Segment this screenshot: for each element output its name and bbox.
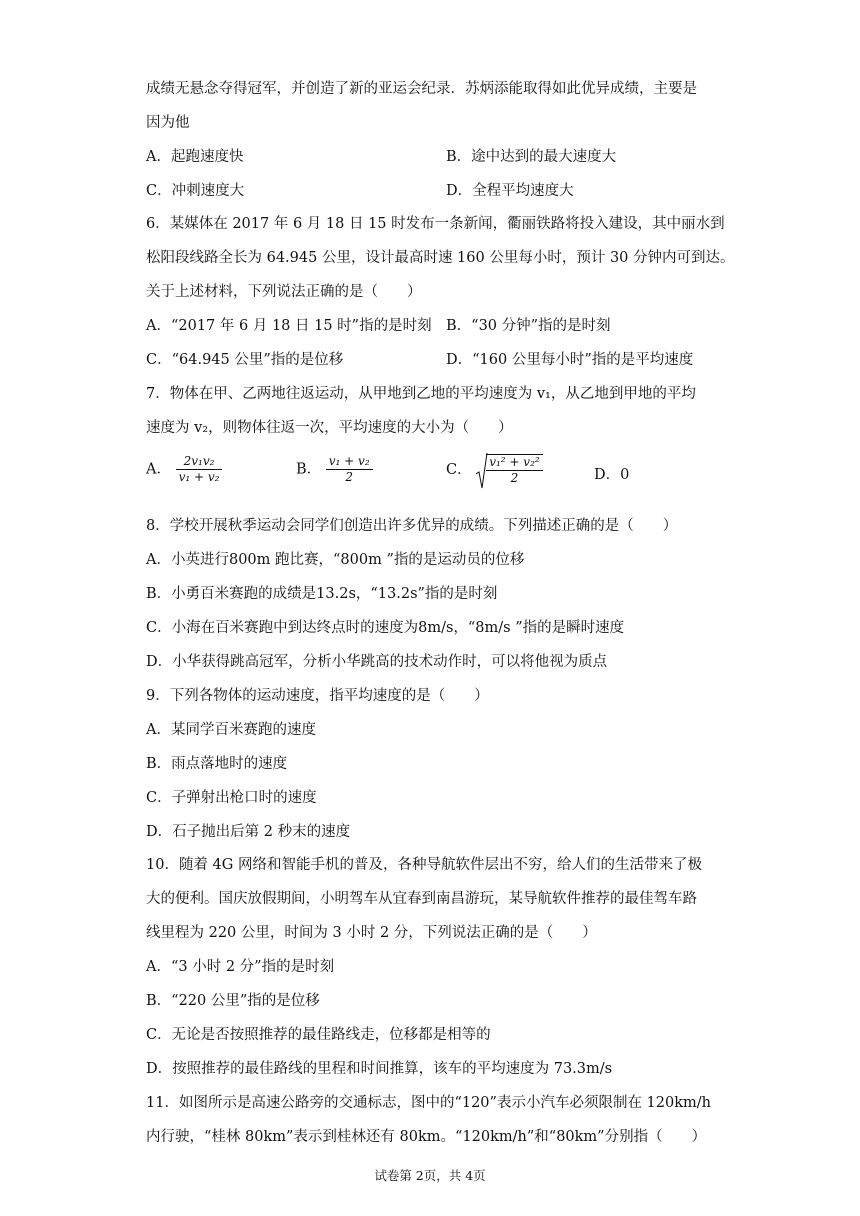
page-footer: 试卷第 2页，共 4页 [374,1168,486,1183]
q7-option-b-fraction [326,454,373,485]
q7-option-c-fraction [486,454,542,486]
q7-option-c-denominator: 2 [510,471,519,485]
q10-stem-line2: 大的便利。国庆放假期间，小明驾车从宜春到南昌游玩，某导航软件推荐的最佳驾车路 [146,891,697,907]
q6-option-b: B．“30 分钟”指的是时刻 [446,318,611,334]
q10-stem-line3: 线里程为 220 公里，时间为 3 小时 2 分，下列说法正确的是（ ） [146,925,597,941]
q7-option-c-label: C． [446,462,472,478]
q8-stem: 8．学校开展秋季运动会同学们创造出许多优异的成绩。下列描述正确的是（ ） [146,518,678,534]
q10-option-d: D．按照推荐的最佳路线的里程和时间推算，该车的平均速度为 73.3m/s [146,1061,613,1077]
q5-stem-line2: 因为他 [146,115,190,131]
q7-option-a [146,454,222,485]
q6-stem-line2: 松阳段线路全长为 64.945 公里，设计最高时速 160 公里每小时，预计 30 分钟内可到达。 [146,250,735,266]
q9-option-d: D．石子抛出后第 2 秒末的速度 [146,824,351,840]
q7-stem-line2: 速度为 v₂，则物体往返一次，平均速度的大小为（ ） [146,420,513,436]
q6-stem-line1: 6．某媒体在 2017 年 6 月 18 日 15 时发布一条新闻，衢丽铁路将投入建设，其中丽水到 [146,216,725,232]
q7-option-b-numerator: v₁ + v₂ [326,454,373,470]
q6-stem-line3: 关于上述材料，下列说法正确的是（ ） [146,284,422,300]
q10-option-a: A．“3 小时 2 分”指的是时刻 [146,959,335,975]
q7-option-a-label: A． [146,461,171,478]
q7-option-a-denominator: v₁ + v₂ [178,470,220,484]
q7-option-c-numerator: v₁² + v₂² [486,455,542,471]
q7-option-d: D．0 [594,467,630,483]
q10-stem-line1: 10．随着 4G 网络和智能手机的普及，各种导航软件层出不穷，给人们的生活带来了极 [146,857,702,873]
q6-option-c: C．“64.945 公里”指的是位移 [146,352,344,368]
q7-option-a-numerator: 2v₁v₂ [176,454,223,470]
q10-option-b: B．“220 公里”指的是位移 [146,993,320,1009]
q7-option-b [296,454,373,485]
q5-option-b: B．途中达到的最大速度大 [446,149,617,165]
q5-option-a: A．起跑速度快 [146,149,244,165]
q8-option-b: B．小勇百米赛跑的成绩是13.2s，“13.2s”指的是时刻 [146,586,498,602]
q7-option-b-denominator: 2 [345,470,354,484]
q7-option-c-sqrt [476,454,542,486]
q5-option-c: C．冲刺速度大 [146,183,245,199]
q9-stem: 9．下列各物体的运动速度，指平均速度的是（ ） [146,688,489,704]
q5-option-d: D．全程平均速度大 [446,183,574,199]
q9-option-b: B．雨点落地时的速度 [146,756,288,772]
q5-stem-line1: 成绩无悬念夺得冠军，并创造了新的亚运会纪录．苏炳添能取得如此优异成绩，主要是 [146,81,697,97]
q8-option-c: C．小海在百米赛跑中到达终点时的速度为8m/s，“8m/s ”指的是瞬时速度 [146,620,625,636]
q8-option-d: D．小华获得跳高冠军，分析小华跳高的技术动作时，可以将他视为质点 [146,654,608,670]
q7-option-a-fraction [176,454,223,485]
q11-stem-line1: 11．如图所示是高速公路旁的交通标志，图中的“120”表示小汽车必须限制在 120km/h [146,1095,711,1111]
q9-option-a: A．某同学百米赛跑的速度 [146,722,316,738]
q7-option-c [446,454,543,486]
q7-stem-line1: 7．物体在甲、乙两地往返运动，从甲地到乙地的平均速度为 v₁，从乙地到甲地的平均 [146,386,696,402]
q9-option-c: C．子弹射出枪口时的速度 [146,790,317,806]
q6-option-d: D．“160 公里每小时”指的是平均速度 [446,352,694,368]
q11-stem-line2: 内行驶，“桂林 80km”表示到桂林还有 80km。“120km/h”和“80km”分别指（ ） [146,1129,707,1145]
q8-option-a: A．小英进行800m 跑比赛，“800m ”指的是运动员的位移 [146,552,525,568]
q7-option-b-label: B． [296,461,322,478]
q10-option-c: C．无论是否按照推荐的最佳路线走，位移都是相等的 [146,1027,491,1043]
q6-option-a: A．“2017 年 6 月 18 日 15 时”指的是时刻 [146,318,432,334]
sqrt-radical-icon [476,452,488,490]
